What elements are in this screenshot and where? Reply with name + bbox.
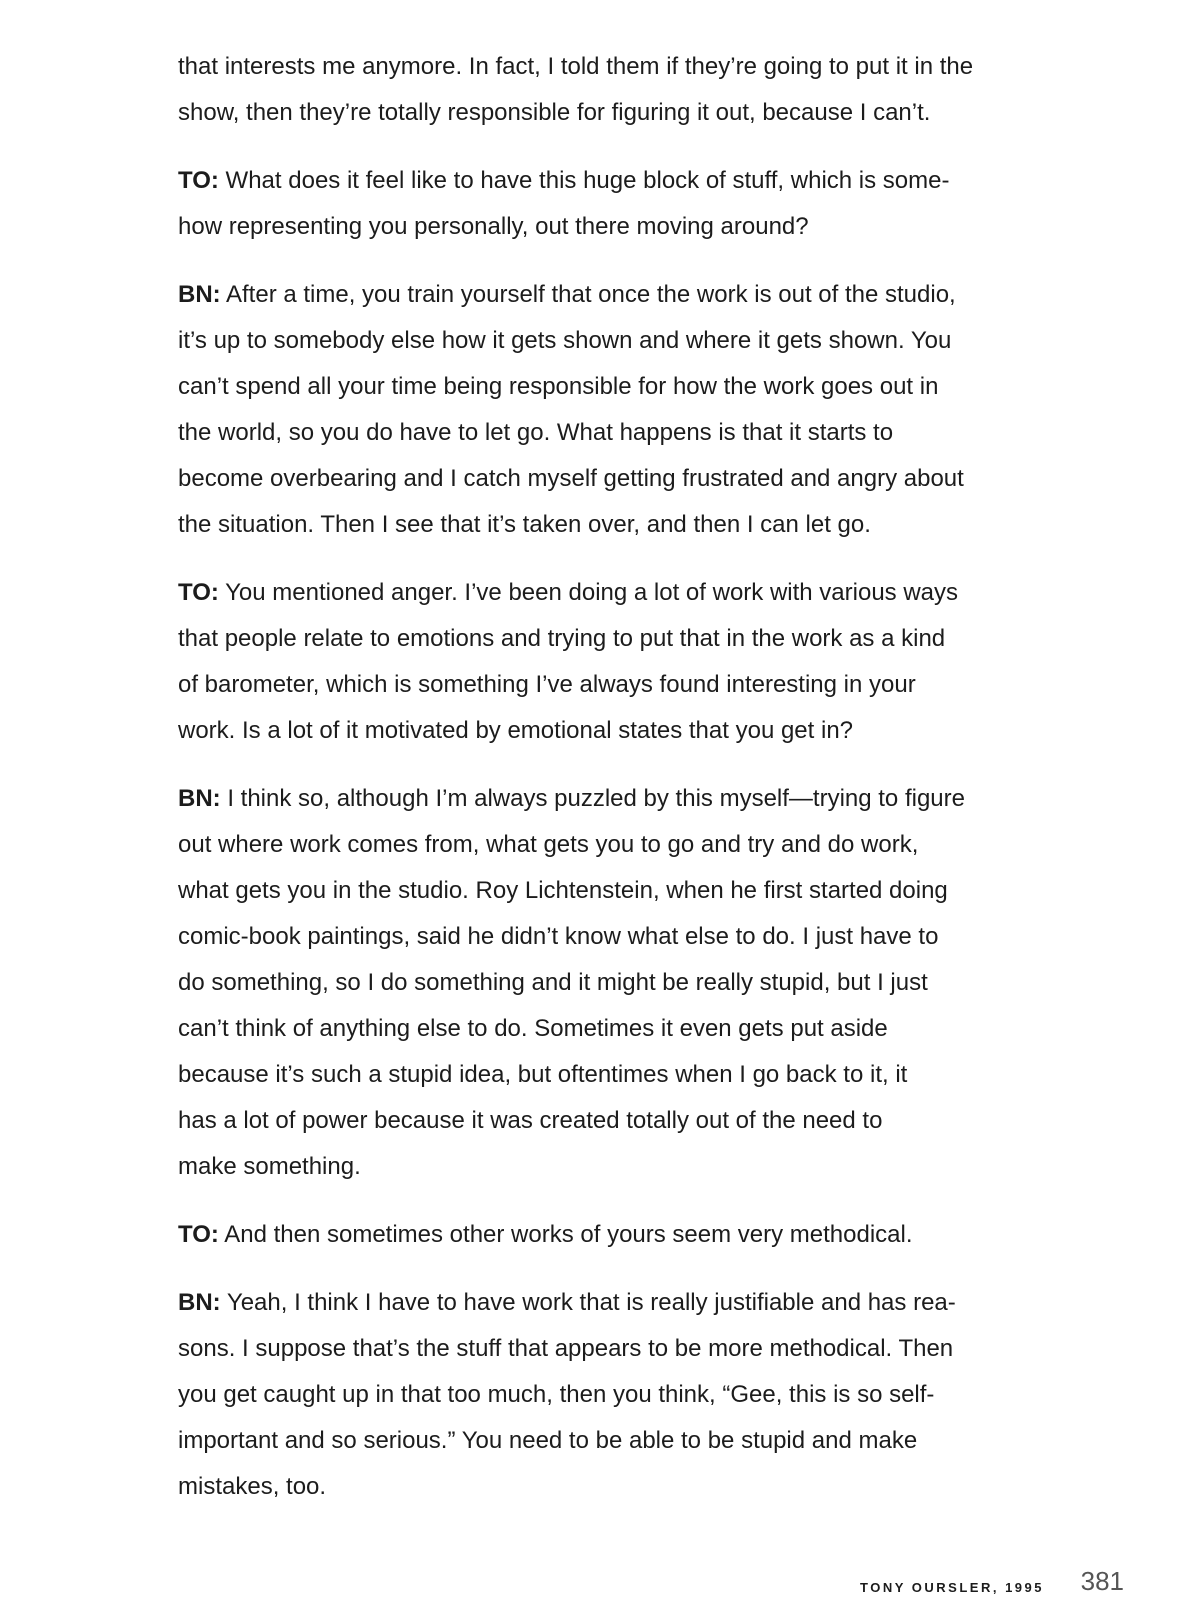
text-line: show, then they’re totally responsible for figuring it out, because I can’t. bbox=[178, 99, 931, 126]
running-head: TONY OURSLER, 1995 bbox=[860, 1580, 1044, 1595]
text-line: BN: After a time, you train yourself that once the work is out of the studio, bbox=[178, 281, 956, 308]
text-line: TO: And then sometimes other works of yours seem very methodical. bbox=[178, 1221, 913, 1248]
paragraph-3 bbox=[178, 272, 1048, 548]
text-line: how representing you personally, out there moving around? bbox=[178, 213, 809, 240]
speaker-label: BN: bbox=[178, 281, 221, 308]
text-line: BN: I think so, although I’m always puzzled by this myself—trying to figure bbox=[178, 785, 965, 812]
paragraph-1 bbox=[178, 44, 1048, 136]
speaker-label: BN: bbox=[178, 1289, 221, 1316]
paragraph-5 bbox=[178, 776, 1048, 1190]
page-number: 381 bbox=[1080, 1566, 1124, 1596]
paragraph-6 bbox=[178, 1212, 1048, 1258]
text-line: TO: What does it feel like to have this huge block of stuff, which is some- bbox=[178, 167, 950, 194]
text-line: can’t think of anything else to do. Sometimes it even gets put aside bbox=[178, 1015, 888, 1042]
text-line: you get caught up in that too much, then you think, “Gee, this is so self- bbox=[178, 1381, 935, 1408]
text-line: of barometer, which is something I’ve always found interesting in your bbox=[178, 671, 916, 698]
text-line: BN: Yeah, I think I have to have work that is really justifiable and has rea- bbox=[178, 1289, 956, 1316]
text-line: do something, so I do something and it might be really stupid, but I just bbox=[178, 969, 928, 996]
text-line: make something. bbox=[178, 1153, 361, 1180]
text-line: sons. I suppose that’s the stuff that appears to be more methodical. Then bbox=[178, 1335, 954, 1362]
text-line: that people relate to emotions and trying to put that in the work as a kind bbox=[178, 625, 946, 652]
text-line: it’s up to somebody else how it gets shown and where it gets shown. You bbox=[178, 327, 952, 354]
speaker-label: BN: bbox=[178, 785, 221, 812]
text-line: the situation. Then I see that it’s taken over, and then I can let go. bbox=[178, 511, 871, 538]
text-line: out where work comes from, what gets you to go and try and do work, bbox=[178, 831, 919, 858]
paragraph-7 bbox=[178, 1280, 1048, 1510]
speaker-label: TO: bbox=[178, 579, 219, 606]
text-line: important and so serious.” You need to be able to be stupid and make bbox=[178, 1427, 918, 1454]
text-line: comic-book paintings, said he didn’t know what else to do. I just have to bbox=[178, 923, 939, 950]
text-line: has a lot of power because it was created totally out of the need to bbox=[178, 1107, 883, 1134]
text-line: because it’s such a stupid idea, but oftentimes when I go back to it, it bbox=[178, 1061, 908, 1088]
text-line: what gets you in the studio. Roy Lichtenstein, when he first started doing bbox=[178, 877, 948, 904]
speaker-label: TO: bbox=[178, 1221, 219, 1248]
paragraph-4 bbox=[178, 570, 1048, 754]
text-line: the world, so you do have to let go. What happens is that it starts to bbox=[178, 419, 894, 446]
page-footer bbox=[0, 1566, 1200, 1606]
text-line: work. Is a lot of it motivated by emotional states that you get in? bbox=[178, 717, 854, 744]
interview-text bbox=[178, 44, 1048, 1532]
paragraph-2 bbox=[178, 158, 1048, 250]
text-line: mistakes, too. bbox=[178, 1473, 327, 1500]
text-line: that interests me anymore. In fact, I told them if they’re going to put it in the bbox=[178, 53, 974, 80]
speaker-label: TO: bbox=[178, 167, 219, 194]
text-line: can’t spend all your time being responsible for how the work goes out in bbox=[178, 373, 939, 400]
text-line: become overbearing and I catch myself getting frustrated and angry about bbox=[178, 465, 964, 492]
text-line: TO: You mentioned anger. I’ve been doing a lot of work with various ways bbox=[178, 579, 959, 606]
